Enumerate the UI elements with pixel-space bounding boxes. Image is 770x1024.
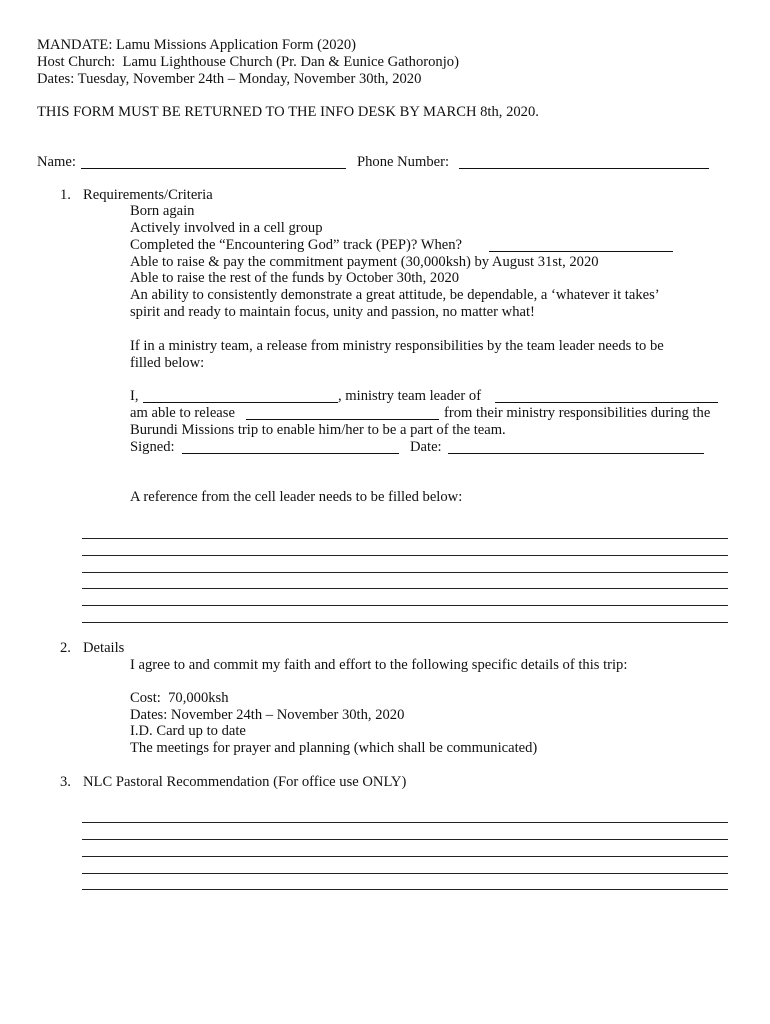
reference-line[interactable] [82, 555, 728, 556]
release-intro: filled below: [130, 355, 205, 371]
details-cost: Cost: 70,000ksh [130, 690, 229, 706]
list-item: spirit and ready to maintain focus, unity and passion, no matter what! [130, 304, 535, 320]
details-dates: Dates: November 24th – November 30th, 2020 [130, 707, 405, 723]
section-2-title: Details [83, 640, 125, 656]
released-member-field[interactable] [246, 419, 439, 420]
reference-line[interactable] [82, 605, 728, 606]
release-trip-text: Burundi Missions trip to enable him/her to be a part of the team. [130, 422, 506, 438]
pep-when-field[interactable] [489, 251, 673, 252]
details-meetings: The meetings for prayer and planning (which shall be communicated) [130, 740, 538, 756]
recommendation-line[interactable] [82, 873, 728, 874]
list-item: Able to raise & pay the commitment payment (30,000ksh) by August 31st, 2020 [130, 254, 599, 270]
section-3-number: 3. [60, 774, 71, 790]
recommendation-line[interactable] [82, 822, 728, 823]
reference-line[interactable] [82, 622, 728, 623]
form-title: MANDATE: Lamu Missions Application Form (2020) [37, 37, 357, 53]
reference-line[interactable] [82, 572, 728, 573]
host-church: Host Church: Lamu Lighthouse Church (Pr. Dan & Eunice Gathoronjo) [37, 54, 459, 70]
date-field[interactable] [448, 453, 704, 454]
date-label: Date: [410, 439, 442, 455]
recommendation-line[interactable] [82, 889, 728, 890]
section-1-title: Requirements/Criteria [83, 187, 213, 203]
reference-instruction: A reference from the cell leader needs to be filled below: [130, 489, 463, 505]
release-from-label: from their ministry responsibilities during the [444, 405, 711, 421]
list-item: An ability to consistently demonstrate a great attitude, be dependable, a ‘whatever it takes’ [130, 287, 660, 303]
phone-field[interactable] [459, 168, 709, 169]
release-i-label: I, [130, 388, 139, 404]
signature-field[interactable] [182, 453, 399, 454]
release-name-field[interactable] [143, 402, 338, 403]
details-id-card: I.D. Card up to date [130, 723, 246, 739]
ministry-team-field[interactable] [495, 402, 718, 403]
list-item: Able to raise the rest of the funds by October 30th, 2020 [130, 270, 460, 286]
section-3-title: NLC Pastoral Recommendation (For office use ONLY) [83, 774, 407, 790]
name-label: Name: [37, 154, 76, 170]
details-intro: I agree to and commit my faith and effort to the following specific details of this trip: [130, 657, 628, 673]
list-item: Born again [130, 203, 195, 219]
reference-line[interactable] [82, 588, 728, 589]
name-field[interactable] [81, 168, 346, 169]
release-leader-of-label: , ministry team leader of [338, 388, 482, 404]
reference-line[interactable] [82, 538, 728, 539]
phone-label: Phone Number: [357, 154, 450, 170]
release-able-label: am able to release [130, 405, 235, 421]
list-item: Completed the “Encountering God” track (PEP)? When? [130, 237, 463, 253]
trip-dates: Dates: Tuesday, November 24th – Monday, November 30th, 2020 [37, 71, 422, 87]
list-item: Actively involved in a cell group [130, 220, 323, 236]
section-1-number: 1. [60, 187, 71, 203]
section-2-number: 2. [60, 640, 71, 656]
recommendation-line[interactable] [82, 856, 728, 857]
release-intro: If in a ministry team, a release from ministry responsibilities by the team leader needs to be [130, 338, 664, 354]
signed-label: Signed: [130, 439, 175, 455]
return-notice: THIS FORM MUST BE RETURNED TO THE INFO DESK BY MARCH 8th, 2020. [37, 104, 539, 120]
recommendation-line[interactable] [82, 839, 728, 840]
